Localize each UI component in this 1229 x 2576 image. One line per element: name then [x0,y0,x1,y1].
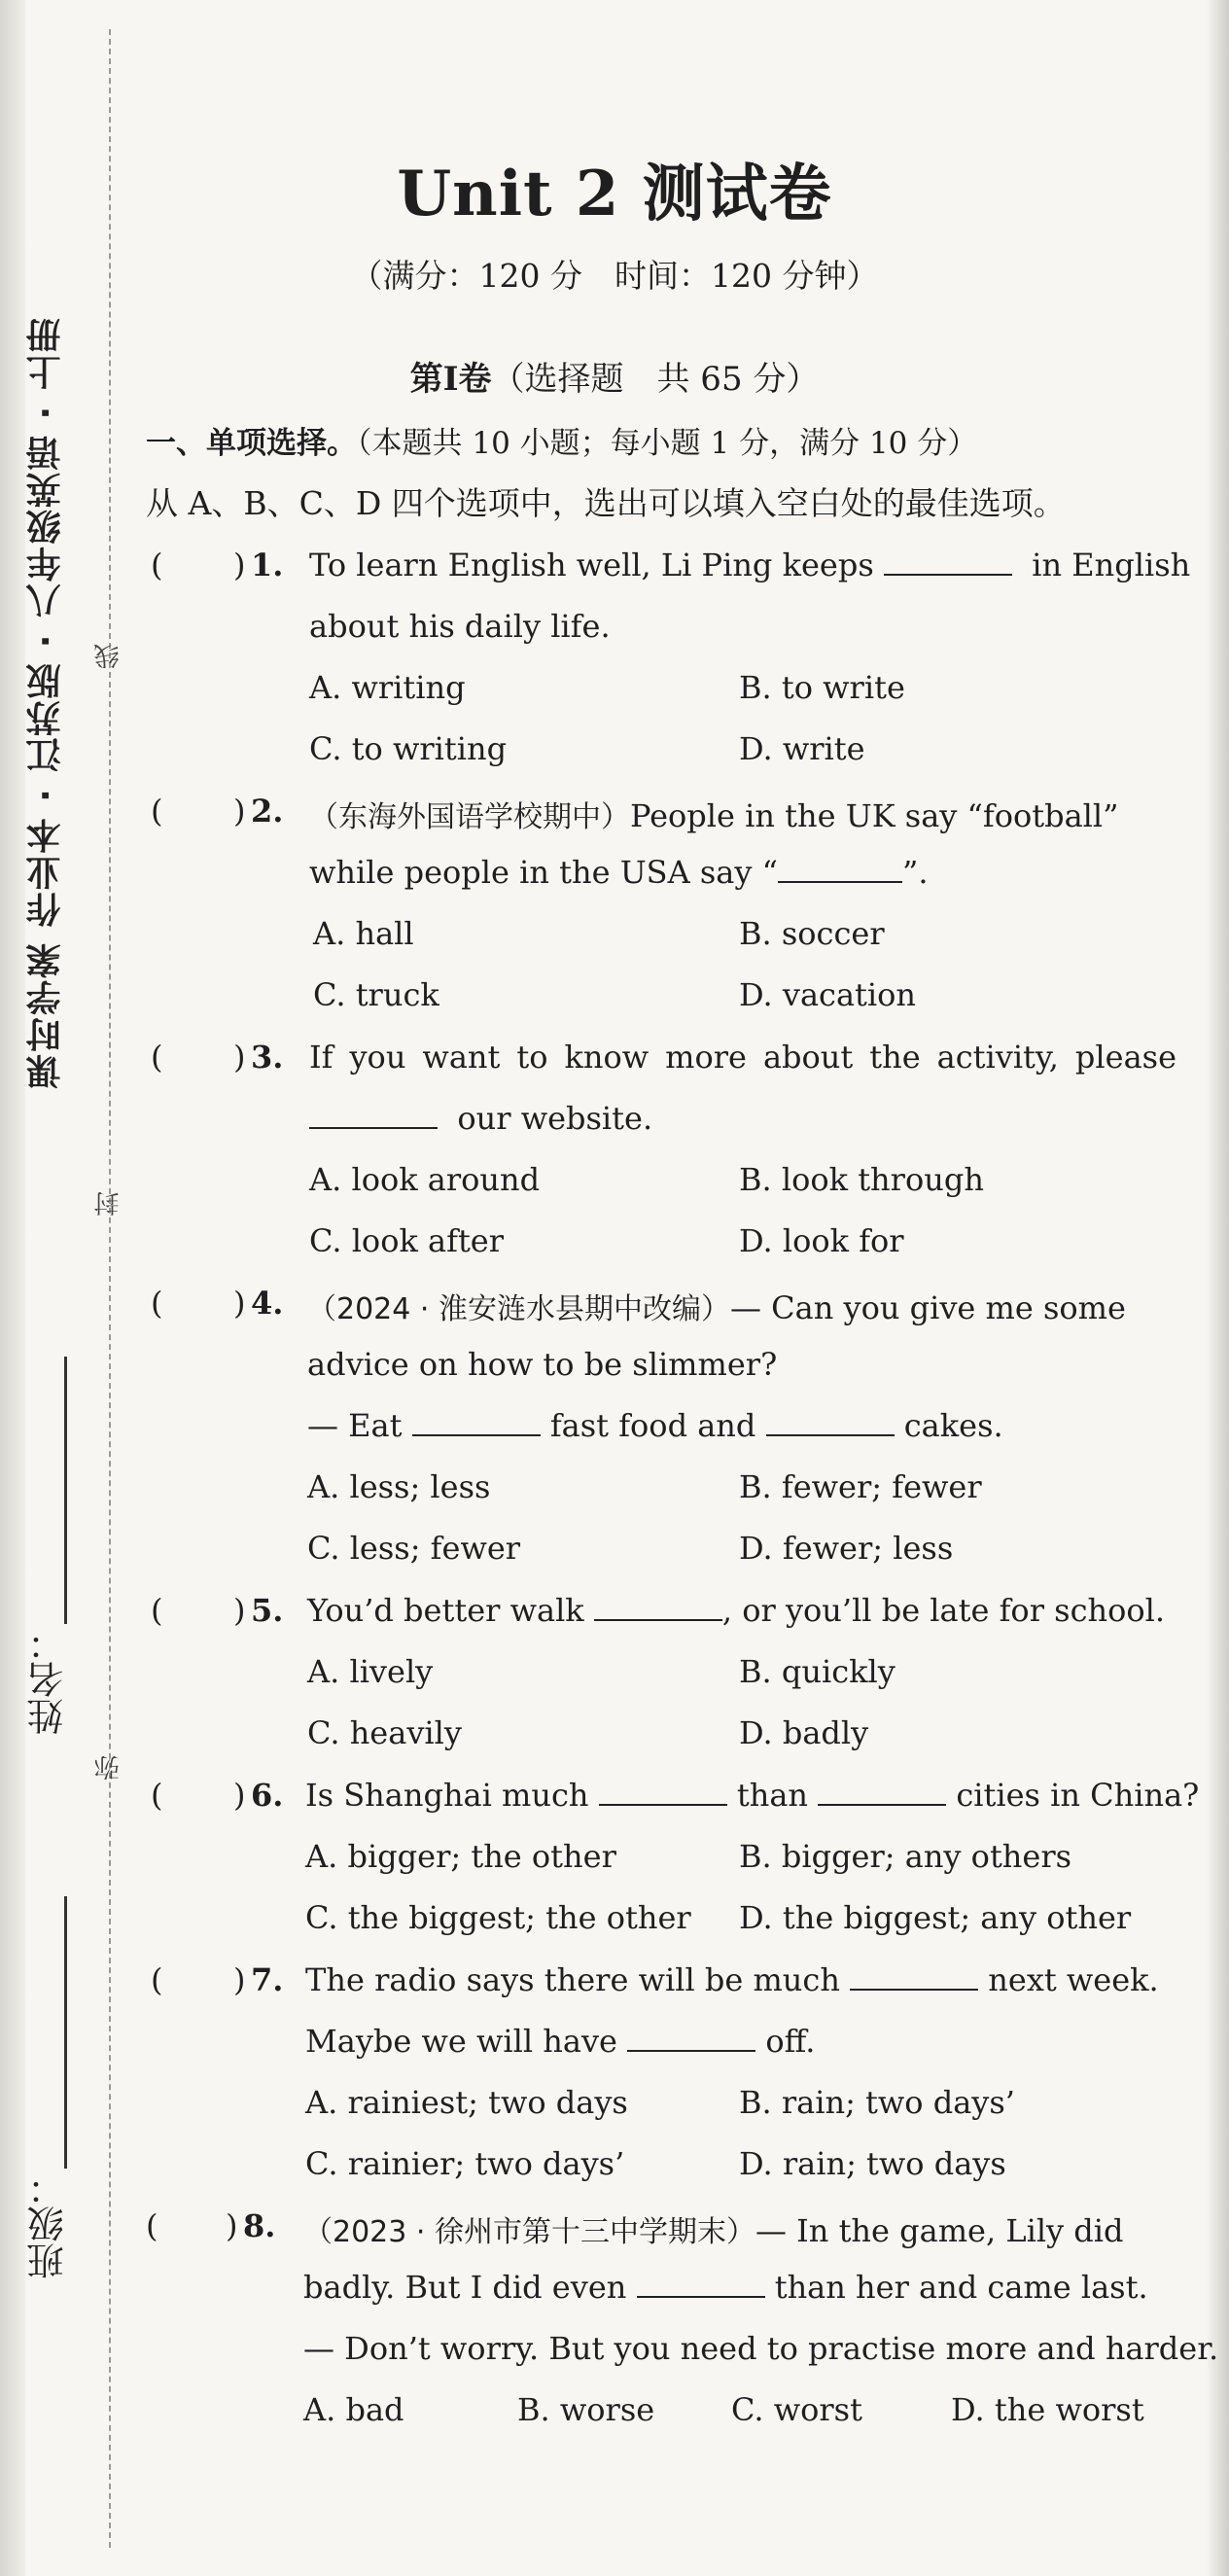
option-a[interactable]: A. bad [303,2391,404,2428]
option-b[interactable]: B. to write [739,669,905,706]
option-b[interactable]: B. quickly [739,1653,895,1690]
part-label: 第Ⅰ卷 [409,360,492,399]
question-text: If you want to know more about the activity, please [309,1039,1176,1076]
option-c[interactable]: C. truck [313,976,439,1013]
section-heading [146,418,977,462]
answer-blank[interactable] [637,2271,765,2298]
option-d[interactable]: D. the worst [951,2391,1144,2428]
question-text: about his daily life. [309,608,611,645]
question-text: The radio says there will be much next week. [305,1961,1159,1998]
question-text: （2024 · 淮安涟水县期中改编）— Can you give me some [307,1289,1126,1326]
question-text: Is Shanghai much than cities in China? [305,1777,1200,1814]
option-a[interactable]: A. look around [309,1161,541,1198]
option-c[interactable]: C. heavily [307,1714,462,1751]
score-time-info: （满分：120 分 时间：120 分钟） [350,257,879,295]
question-source: （2023 · 徐州市第十三中学期末） [303,2215,755,2249]
answer-blank[interactable] [599,1779,727,1806]
part-desc: （选择题 共 65 分） [491,360,820,399]
option-c[interactable]: C. less; fewer [307,1530,521,1567]
answer-blank[interactable] [884,548,1012,576]
option-c[interactable]: C. to writing [309,730,508,767]
question-text: （东海外国语学校期中）People in the UK say “football” [309,797,1119,834]
section-instruction: 从 A、B、C、D 四个选项中，选出可以填入空白处的最佳选项。 [146,484,1066,522]
answer-blank[interactable] [778,856,902,883]
option-b[interactable]: B. soccer [739,915,885,952]
option-a[interactable]: A. lively [307,1653,434,1690]
name-underline [64,1357,67,1624]
answer-blank[interactable] [766,1409,895,1436]
cut-mark-mi: 弥 [94,1755,123,1781]
answer-blank[interactable] [627,2025,755,2052]
answer-blank[interactable] [309,1102,438,1129]
option-b[interactable]: B. fewer; fewer [739,1468,982,1505]
option-c[interactable]: C. the biggest; the other [305,1899,691,1936]
cut-mark-xian: 线 [94,644,123,669]
option-a[interactable]: A. rainiest; two days [305,2084,628,2121]
option-b[interactable]: B. rain; two days’ [739,2084,1015,2121]
option-b[interactable]: B. bigger; any others [739,1838,1072,1875]
book-title-vertical: 课时学案 作业本 · 江苏版 · 八年级英语 · 上册 [26,316,66,1089]
question-number: 3. [251,1039,284,1076]
question-text: advice on how to be slimmer? [307,1346,778,1383]
question-number: 7. [251,1961,284,1998]
question-number: 5. [251,1592,284,1629]
option-d[interactable]: D. look for [739,1222,904,1259]
section-note: （本题共 10 小题；每小题 1 分，满分 10 分） [357,426,978,461]
option-c[interactable]: C. look after [309,1222,505,1259]
question-text: You’d better walk , or you’ll be late for school. [307,1592,1166,1629]
option-d[interactable]: D. vacation [739,976,916,1013]
option-a[interactable]: A. bigger; the other [305,1838,616,1875]
question-number: 6. [251,1777,284,1814]
answer-blank[interactable] [412,1409,541,1436]
answer-blank[interactable] [594,1594,722,1621]
option-b[interactable]: B. look through [739,1161,984,1198]
page-title: Unit 2 测试卷 [397,158,832,230]
option-d[interactable]: D. fewer; less [739,1530,954,1567]
question-number: 2. [251,793,284,829]
option-b[interactable]: B. worse [517,2391,655,2428]
question-source: （东海外国语学校期中） [309,800,630,834]
question-text: — Don’t worry. But you need to practise more and harder. [303,2330,1219,2367]
name-label: 姓名： [27,1624,70,1735]
question-source: （2024 · 淮安涟水县期中改编） [307,1292,730,1326]
question-text: To learn English well, Li Ping keeps in English [309,547,1191,583]
question-number: 4. [251,1285,284,1322]
option-d[interactable]: D. write [739,730,865,767]
option-c[interactable]: C. rainier; two days’ [305,2145,625,2182]
answer-blank[interactable] [818,1779,946,1806]
option-a[interactable]: A. less; less [307,1468,491,1505]
option-d[interactable]: D. rain; two days [739,2145,1006,2182]
option-d[interactable]: D. badly [739,1714,869,1751]
option-c[interactable]: C. worst [731,2391,862,2428]
cut-mark-feng: 封 [94,1191,123,1217]
question-text: （2023 · 徐州市第十三中学期末）— In the game, Lily did [303,2212,1124,2249]
option-a[interactable]: A. hall [313,915,414,952]
binding-dash-line [109,29,111,2548]
question-number: 1. [251,547,284,583]
question-text: badly. But I did even than her and came last. [303,2269,1148,2306]
question-text: our website. [309,1100,652,1137]
class-label: 班级： [27,2169,70,2279]
part-heading [0,352,1229,400]
class-underline [64,1896,67,2169]
question-text: Maybe we will have off. [305,2023,816,2060]
question-text: — Eat fast food and cakes. [307,1407,1003,1444]
option-d[interactable]: D. the biggest; any other [739,1899,1132,1936]
question-number: 8. [243,2207,276,2244]
section-title: 一、单项选择。 [146,426,357,461]
answer-blank[interactable] [850,1963,978,1991]
question-text: while people in the USA say “ ”. [309,854,929,891]
option-a[interactable]: A. writing [309,669,466,706]
